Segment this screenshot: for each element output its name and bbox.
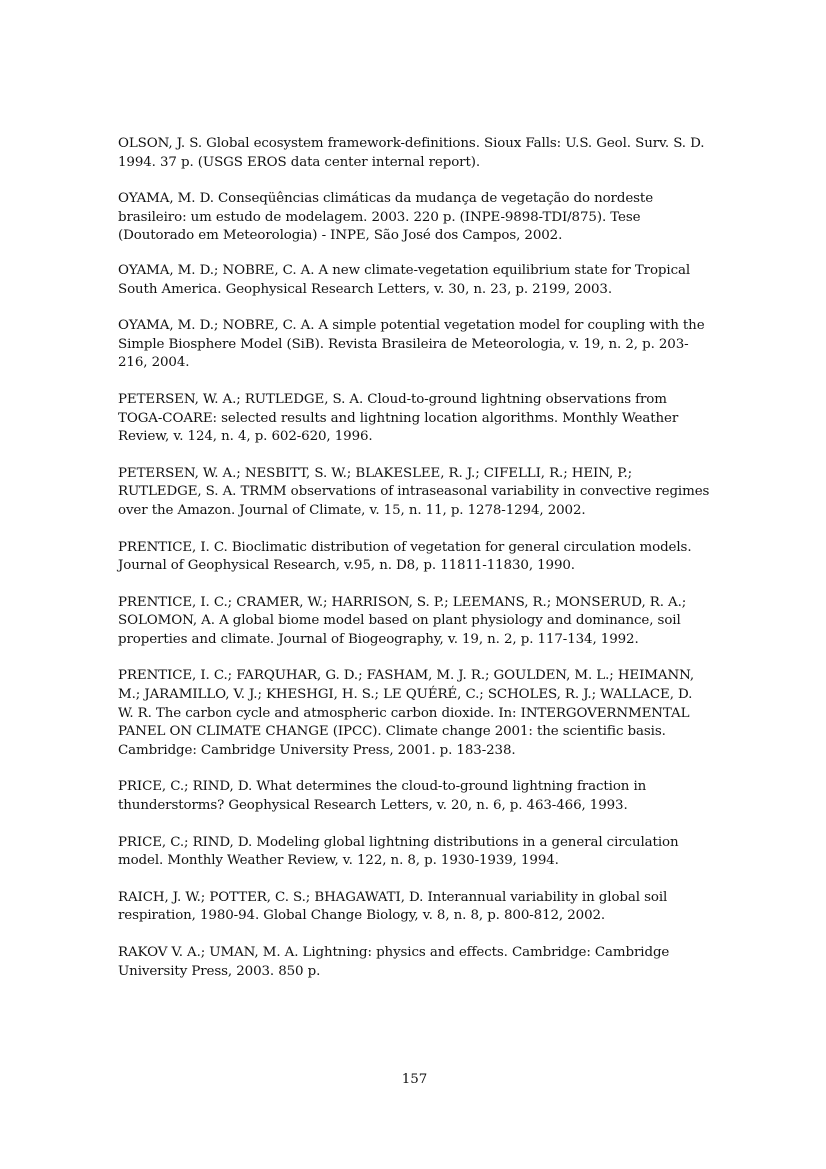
reference-entry-raich-2002: RAICH, J. W.; POTTER, C. S.; BHAGAWATI, D. Interannual variability in global soil respiration, 1980-94. Global Change Biology, v. 8, n. 8, p. 800-812, 2002. xyxy=(118,889,668,924)
page-number: 157 xyxy=(401,1072,428,1087)
reference-entry-prentice-2001: PRENTICE, I. C.; FARQUHAR, G. D.; FASHAM, M. J. R.; GOULDEN, M. L.; HEIMANN, M.; JARAMILLO, V. J.; KHESHGI, H. S.; LE QUÉRÉ, C.; SCHOLES, R. J.; WALLACE, D. W. R. The carbon cycle and atmospheric carbon dioxide. In: INTERGOVERNMENTAL PANEL ON CLIMATE CHANGE (IPCC). Climate change 2001: the scientific basis. Cambridge: Cambridge University Press, 2001. p. 183-238. xyxy=(118,668,694,758)
reference-entry-price-rind-1994: PRICE, C.; RIND, D. Modeling global lightning distributions in a general circulation model. Monthly Weather Review, v. 122, n. 8, p. 1930-1939, 1994. xyxy=(118,834,679,869)
reference-entry-oyama-2003: OYAMA, M. D. Conseqüências climáticas da mudança de vegetação do nordeste brasileiro: um estudo de modelagem. 2003. 220 p. (INPE-9898-TDI/875). Tese (Doutorado em Meteorologia) - INPE, São José dos Campos, 2002. xyxy=(118,191,654,244)
reference-list xyxy=(118,135,710,999)
reference-entry-prentice-1992: PRENTICE, I. C.; CRAMER, W.; HARRISON, S. P.; LEEMANS, R.; MONSERUD, R. A.; SOLOMON, A. A global biome model based on plant physiology and dominance, soil properties and climate. Journal of Biogeography, v. 19, n. 2, p. 117-134, 1992. xyxy=(118,594,687,647)
reference-entry-prentice-1990: PRENTICE, I. C. Bioclimatic distribution of vegetation for general circulation models. Journal of Geophysical Research, v.95, n. D8, p. 11811-11830, 1990. xyxy=(118,539,692,574)
reference-entry-oyama-nobre-2003: OYAMA, M. D.; NOBRE, C. A. A new climate-vegetation equilibrium state for Tropical South America. Geophysical Research Letters, v. 30, n. 23, p. 2199, 2003. xyxy=(118,262,691,297)
reference-entry-petersen-2002: PETERSEN, W. A.; NESBITT, S. W.; BLAKESLEE, R. J.; CIFELLI, R.; HEIN, P.; RUTLEDGE, S. A. TRMM observations of intraseasonal variability in convective regimes over the Amazon. Journal of Climate, v. 15, n. 11, p. 1278-1294, 2002. xyxy=(118,465,710,518)
reference-entry-rakov-uman-2003: RAKOV V. A.; UMAN, M. A. Lightning: physics and effects. Cambridge: Cambridge University Press, 2003. 850 p. xyxy=(118,945,670,979)
reference-entry-price-rind-1993: PRICE, C.; RIND, D. What determines the cloud-to-ground lightning fraction in thunderstorms? Geophysical Research Letters, v. 20, n. 6, p. 463-466, 1993. xyxy=(118,779,647,814)
reference-entry-olson-1994: OLSON, J. S. Global ecosystem framework-definitions. Sioux Falls: U.S. Geol. Surv. S. D. 1994. 37 p. (USGS EROS data center internal report). xyxy=(118,136,705,170)
reference-entry-oyama-nobre-2004: OYAMA, M. D.; NOBRE, C. A. A simple potential vegetation model for coupling with the Simple Biosphere Model (SiB). Revista Brasileira de Meteorologia, v. 19, n. 2, p. 203-216, 2004. xyxy=(118,318,705,371)
reference-entry-petersen-rutledge-1996: PETERSEN, W. A.; RUTLEDGE, S. A. Cloud-to-ground lightning observations from TOGA-COARE: selected results and lightning location algorithms. Monthly Weather Review, v. 124, n. 4, p. 602-620, 1996. xyxy=(118,391,679,445)
